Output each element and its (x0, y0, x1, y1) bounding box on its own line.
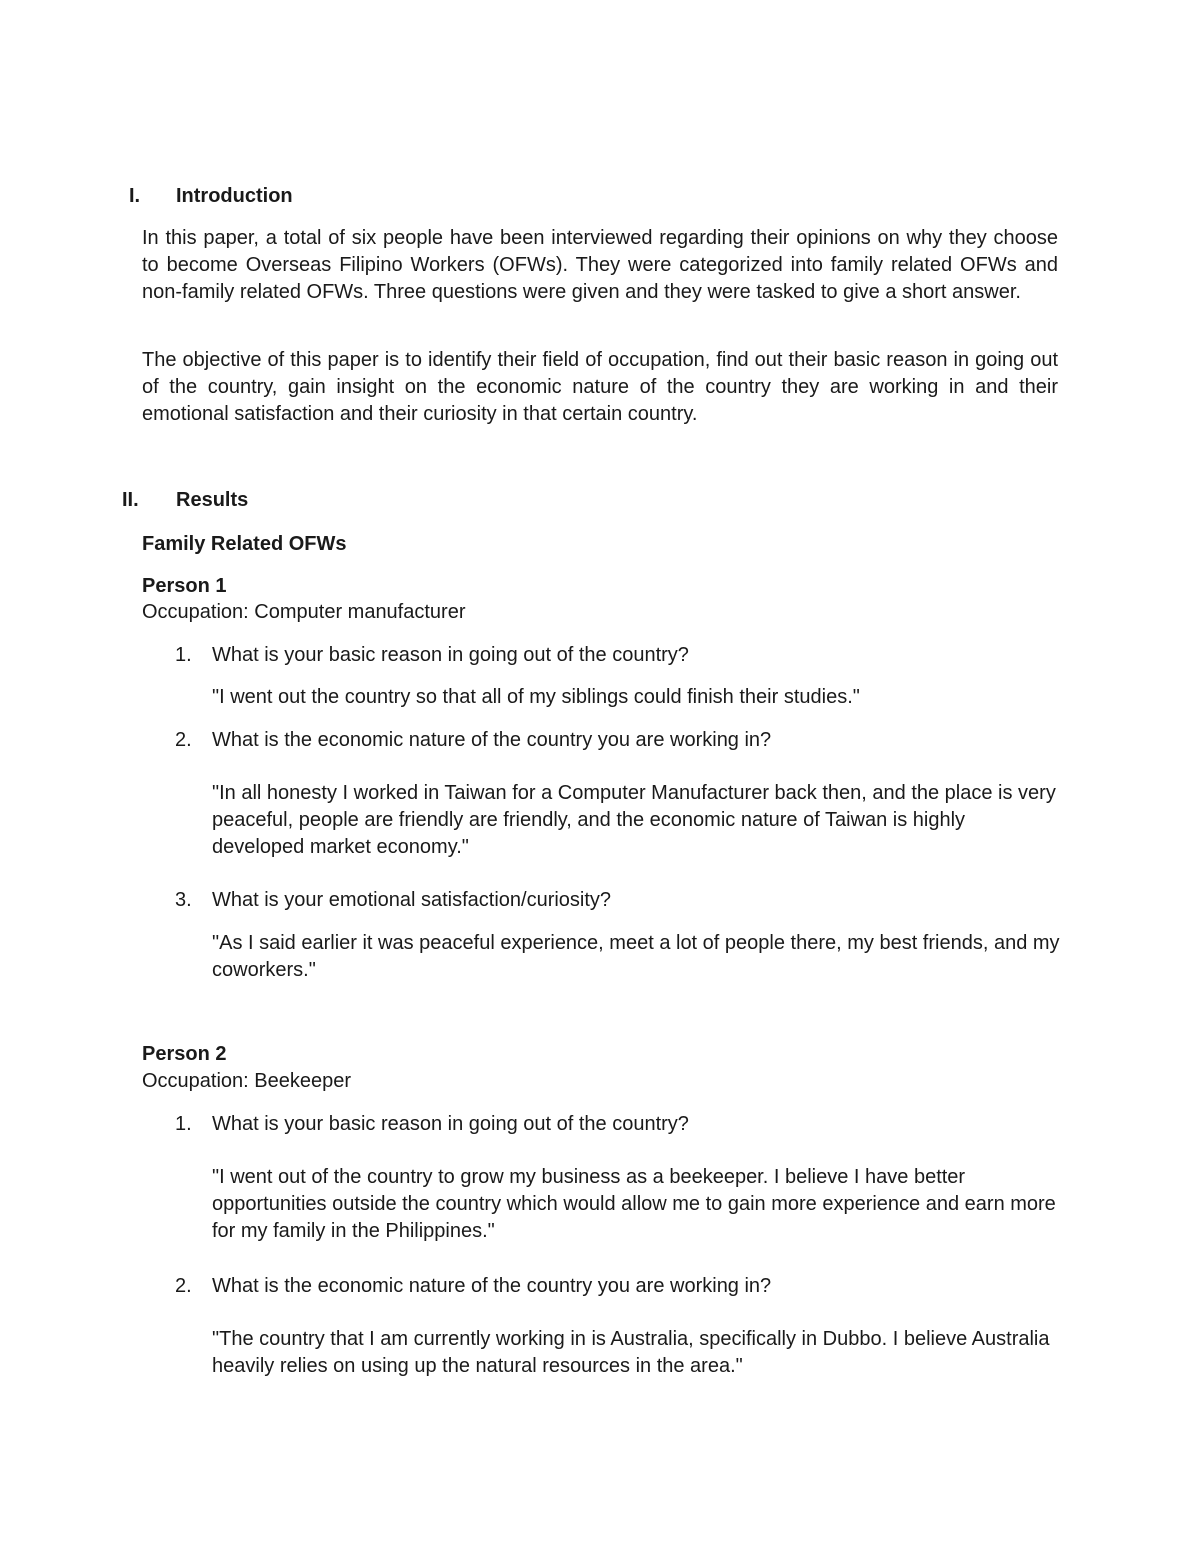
question-text: What is your emotional satisfaction/curiosity? (212, 889, 612, 911)
section-title-introduction: Introduction (176, 185, 293, 207)
occupation-line: Occupation: Computer manufacturer (142, 601, 466, 623)
answer-text: "As I said earlier it was peaceful experience, meet a lot of people there, my best friends, and my coworkers." (212, 932, 1060, 981)
occupation-line: Occupation: Beekeeper (142, 1070, 352, 1092)
question-number: 1. (175, 644, 192, 666)
answer-text: "I went out of the country to grow my business as a beekeeper. I believe I have better opportunities outside the country which would allow me to gain more experience and earn more for my family in the Philippines." (212, 1166, 1056, 1242)
section-number-introduction: I. (129, 185, 141, 207)
section-title-results: Results (176, 489, 249, 511)
section-number-results: II. (122, 489, 139, 511)
question-text: What is the economic nature of the country you are working in? (212, 729, 772, 751)
question-number: 1. (175, 1113, 192, 1135)
question-text: What is your basic reason in going out of the country? (212, 644, 689, 666)
answer-text: "In all honesty I worked in Taiwan for a Computer Manufacturer back then, and the place is very peaceful, people are friendly are friendly, and the economic nature of Taiwan is highly developed market economy." (212, 782, 1056, 858)
intro-paragraph-2: The objective of this paper is to identify their field of occupation, find out their basic reason in going out of the country, gain insight on the economic nature of the country they are working in and their emotional satisfaction and their curiosity in that certain country. (142, 349, 1058, 425)
intro-paragraph-1: In this paper, a total of six people have been interviewed regarding their opinions on why they choose to become Overseas Filipino Workers (OFWs). They were categorized into family related OFWs and non-family related OFWs. Three questions were given and they were tasked to give a short answer. (142, 227, 1058, 303)
question-number: 3. (175, 889, 192, 911)
question-text: What is the economic nature of the country you are working in? (212, 1275, 772, 1297)
person-label: Person 2 (142, 1043, 227, 1065)
answer-text: "The country that I am currently working in is Australia, specifically in Dubbo. I believe Australia heavily relies on using up the natural resources in the area." (212, 1328, 1050, 1377)
answer-text: "I went out the country so that all of my siblings could finish their studies." (212, 686, 860, 708)
person-label: Person 1 (142, 575, 227, 597)
question-text: What is your basic reason in going out of the country? (212, 1113, 689, 1135)
question-number: 2. (175, 729, 192, 751)
subheading-family-related: Family Related OFWs (142, 533, 347, 555)
question-number: 2. (175, 1275, 192, 1297)
